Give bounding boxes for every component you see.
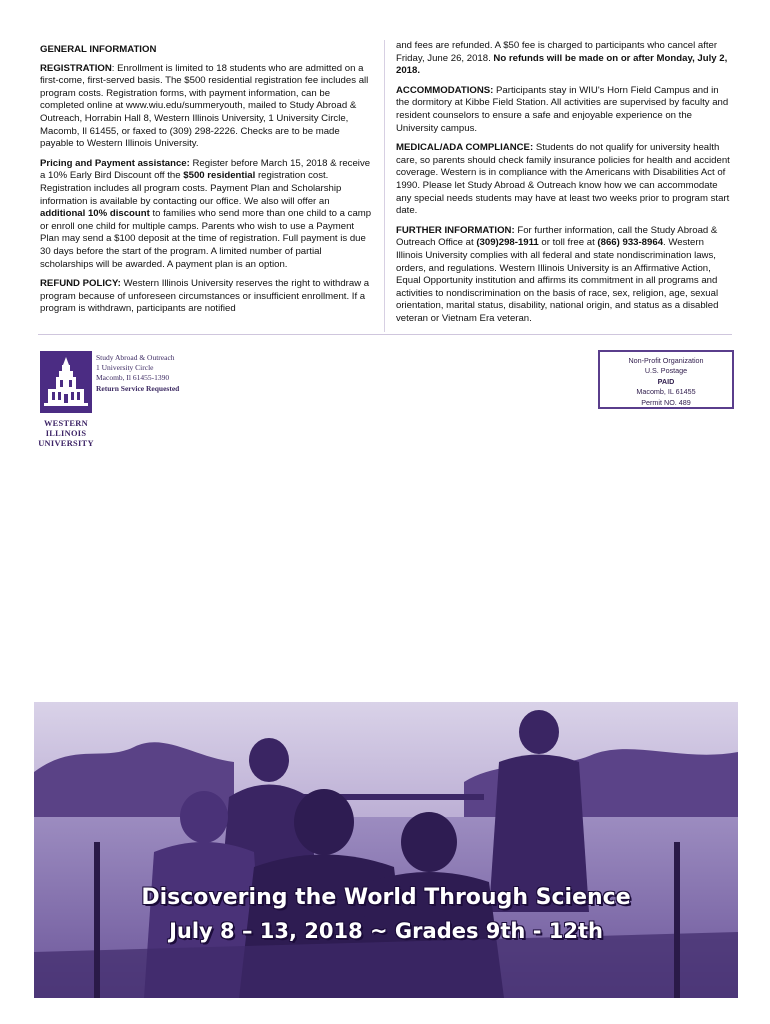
banner-title: Discovering the World Through Science	[141, 885, 631, 910]
accommodations-label: ACCOMMODATIONS:	[396, 84, 494, 96]
column-divider	[384, 40, 385, 332]
wordmark-line-1: WESTERN	[44, 419, 88, 428]
refund-text: Western Illinois University reserves the right to withdraw a program because of unforeseen circumstances or insufficient enrollment. If a program is withdrawn, participants are notified	[40, 278, 370, 315]
postage-org: Non-Profit Organization	[628, 356, 704, 365]
return-line-city: Macomb, Il 61455-1390	[96, 373, 170, 383]
university-tower-logo-icon	[40, 351, 92, 413]
postage-paid: PAID	[657, 376, 675, 386]
further-label: FURTHER INFORMATION:	[396, 224, 515, 236]
refund-continuation	[396, 40, 730, 78]
return-service-requested: Return Service Requested	[96, 383, 180, 393]
medical-text: Students do not qualify for university health care, so parents should check family insurance policies for health and accident coverage. Western is in compliance with the Americans with Disabilities Act of 1990. Please let Study Abroad & Outreach know how we can accommodate any special needs students may have at least two weeks prior to program start date.	[396, 142, 730, 217]
river-boat-photo-illustration	[34, 702, 738, 998]
right-column	[396, 40, 730, 332]
medical-paragraph	[396, 142, 730, 218]
left-column	[40, 40, 372, 323]
accommodations-paragraph	[396, 85, 730, 135]
phone-local: (309)298-1911	[476, 237, 539, 249]
return-line-street: 1 University Circle	[96, 363, 154, 373]
postage-indicia	[598, 350, 734, 409]
university-wordmark	[34, 419, 98, 449]
pricing-bold-2: additional 10% discount	[40, 208, 150, 220]
postage-city: Macomb, IL 61455	[636, 387, 696, 397]
pricing-paragraph	[40, 158, 372, 271]
pricing-text-3: to families who send more than one child to a camp or enroll one child for multiple camps. Parents who wish to use a Payment Plan may send a $100 deposit at the time of registration. Full payment is due 30 days before the start of the program. A limited number of partial scholarships will be awarded. A payment plan is an option.	[40, 208, 372, 270]
general-information-heading: GENERAL INFORMATION	[40, 44, 157, 55]
registration-text: : Enrollment is limited to 18 students who are admitted on a first-come, first-served basis. The $500 residential registration fee includes all program costs. Registration forms, with payment information, can be completed online at www.wiu.edu/summeryouth, mailed to Study Abroad & Outreach, Horrabin Hall 8, Western Illinois University, 1 University Circle, Macomb, Il 61455, or faxed to (309) 298-2226. Checks are to be made payable to Western Illinois University.	[40, 62, 369, 150]
refund-paragraph	[40, 278, 372, 316]
further-text-2: or toll free at	[538, 237, 598, 249]
registration-paragraph	[40, 63, 372, 151]
return-address	[96, 353, 256, 394]
wordmark-line-3: UNIVERSITY	[38, 439, 94, 448]
further-information-paragraph	[396, 225, 730, 326]
pricing-label: Pricing and Payment assistance:	[40, 157, 190, 169]
further-text-1: For further information, call the Study Abroad & Outreach Office at	[396, 224, 718, 249]
refund-label: REFUND POLICY:	[40, 278, 121, 290]
registration-label: REGISTRATION	[40, 62, 112, 74]
postage-permit: Permit NO. 489	[641, 397, 691, 407]
banner-dates-grades: July 8 – 13, 2018 ~ Grades 9th - 12th	[169, 919, 603, 943]
phone-toll-free: (866) 933-8964	[597, 237, 664, 249]
accommodations-text: Participants stay in WIU's Horn Field Campus and in the dormitory at Kibbe Field Station. All activities are supervised by faculty and resident counselors to ensure a safe and enjoyable experience on the University campus.	[396, 84, 729, 134]
refund-deadline: No refunds will be made on or after Monday, July 2, 2018.	[396, 52, 728, 77]
wordmark-line-2: ILLINOIS	[45, 429, 87, 438]
further-text-3: . Western Illinois University complies with all federal and state nondiscrimination laws, orders, and regulations. Western Illinois University is an Affirmative Action, Equal Opportunity institution and affirms its commitment in all programs and activities to nondiscrimination on the basis of race, sex, religion, age, sexual orientation, marital status, disability, national origin, and status as a disabled veteran or Vietnam Era veteran.	[396, 237, 719, 324]
refund-cont-text: and fees are refunded. A $50 fee is charged to participants who cancel after Friday, June 26, 2018.	[396, 40, 718, 64]
banner-photo	[34, 702, 738, 998]
medical-label: MEDICAL/ADA COMPLIANCE:	[396, 142, 534, 154]
postage-type: U.S. Postage	[644, 366, 688, 376]
return-line-office: Study Abroad & Outreach	[96, 353, 175, 362]
section-rule	[38, 334, 732, 335]
pricing-text-2: registration cost. Registration includes all program costs. Payment Plan and Scholarship information is available by contacting our office. We also will offer an	[40, 170, 342, 207]
pricing-bold-1: $500 residential	[183, 170, 256, 182]
pricing-text-1: Register before March 15, 2018 & receive a 10% Early Bird Discount off the	[40, 157, 371, 182]
